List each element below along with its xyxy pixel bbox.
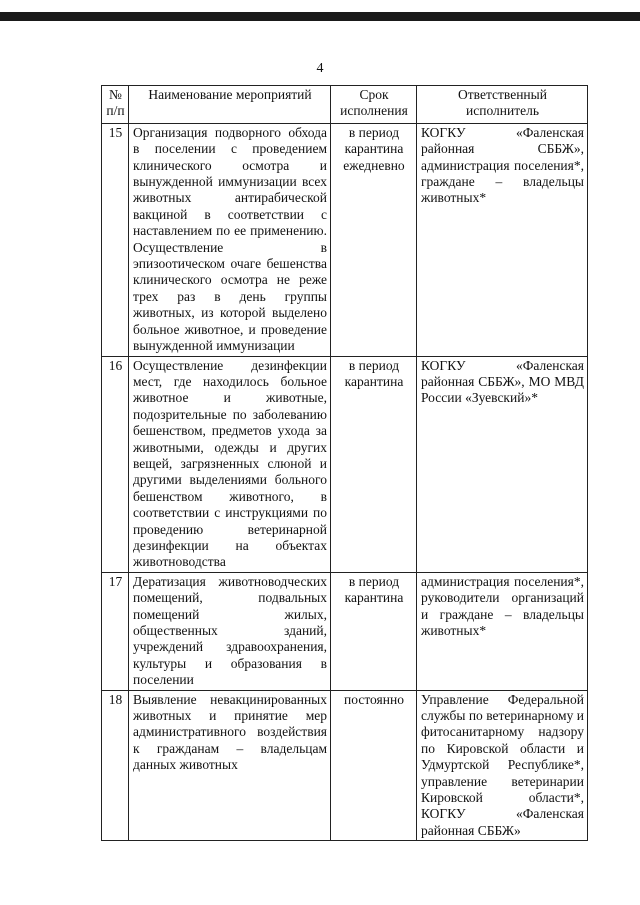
row-number: 17 xyxy=(102,572,129,690)
scan-top-edge xyxy=(0,12,640,21)
table-header-row xyxy=(102,86,588,124)
measure-responsible: КОГКУ «Фаленская районная СББЖ», МО МВД России «Зуевский»* xyxy=(417,356,588,572)
measure-term: в период карантина xyxy=(331,356,417,572)
table-row xyxy=(102,572,588,690)
row-number: 16 xyxy=(102,356,129,572)
row-number: 15 xyxy=(102,123,129,356)
measure-term: в период карантина xyxy=(331,572,417,690)
measure-responsible: КОГКУ «Фаленская районная СББЖ», администрация поселения*, граждане – владельцы животных* xyxy=(417,123,588,356)
measure-name: Дератизация животноводческих помещений, подвальных помещений жилых, общественных зданий, учреждений здравоохранения, культуры и образования в поселении xyxy=(129,572,331,690)
header-term: Срок исполнения xyxy=(331,86,417,124)
header-name: Наименование мероприятий xyxy=(129,86,331,124)
measure-term: в период карантина ежедневно xyxy=(331,123,417,356)
measure-name: Организация подворного обхода в поселении с проведением клинического осмотра и вынужденной иммунизации всех животных антирабической вакциной в соответствии с наставлением по ее применению. Осуществление в эпизоотическом очаге бешенства клинического осмотра не реже трех раз в день группы животных, из которой выделено больное животное, и проведение вынужденной иммунизации xyxy=(129,123,331,356)
measures-table xyxy=(101,85,588,841)
row-number: 18 xyxy=(102,690,129,841)
table-row xyxy=(102,123,588,356)
measure-name: Осуществление дезинфекции мест, где находилось больное животное и животные, подозрительные по заболеванию бешенством, предметов ухода за животными, одежды и других вещей, загрязненных слюной и другими выделениями больного бешенством животного, в соответствии с инструкциями по проведению ветеринарной дезинфекции на объектах животноводства xyxy=(129,356,331,572)
measure-responsible: Управление Федеральной службы по ветеринарному и фитосанитарному надзору по Кировской области и Удмуртской Республике*, управление ветеринарии Кировской области*, КОГКУ «Фаленская районная СББЖ» xyxy=(417,690,588,841)
header-responsible: Ответственный исполнитель xyxy=(417,86,588,124)
measure-term: постоянно xyxy=(331,690,417,841)
table-row xyxy=(102,356,588,572)
page-number: 4 xyxy=(316,61,324,76)
measure-name: Выявление невакцинированных животных и принятие мер административного воздействия к гражданам – владельцам данных животных xyxy=(129,690,331,841)
measure-responsible: администрация поселения*, руководители организаций и граждане – владельцы животных* xyxy=(417,572,588,690)
header-num: № п/п xyxy=(102,86,129,124)
table-row xyxy=(102,690,588,841)
